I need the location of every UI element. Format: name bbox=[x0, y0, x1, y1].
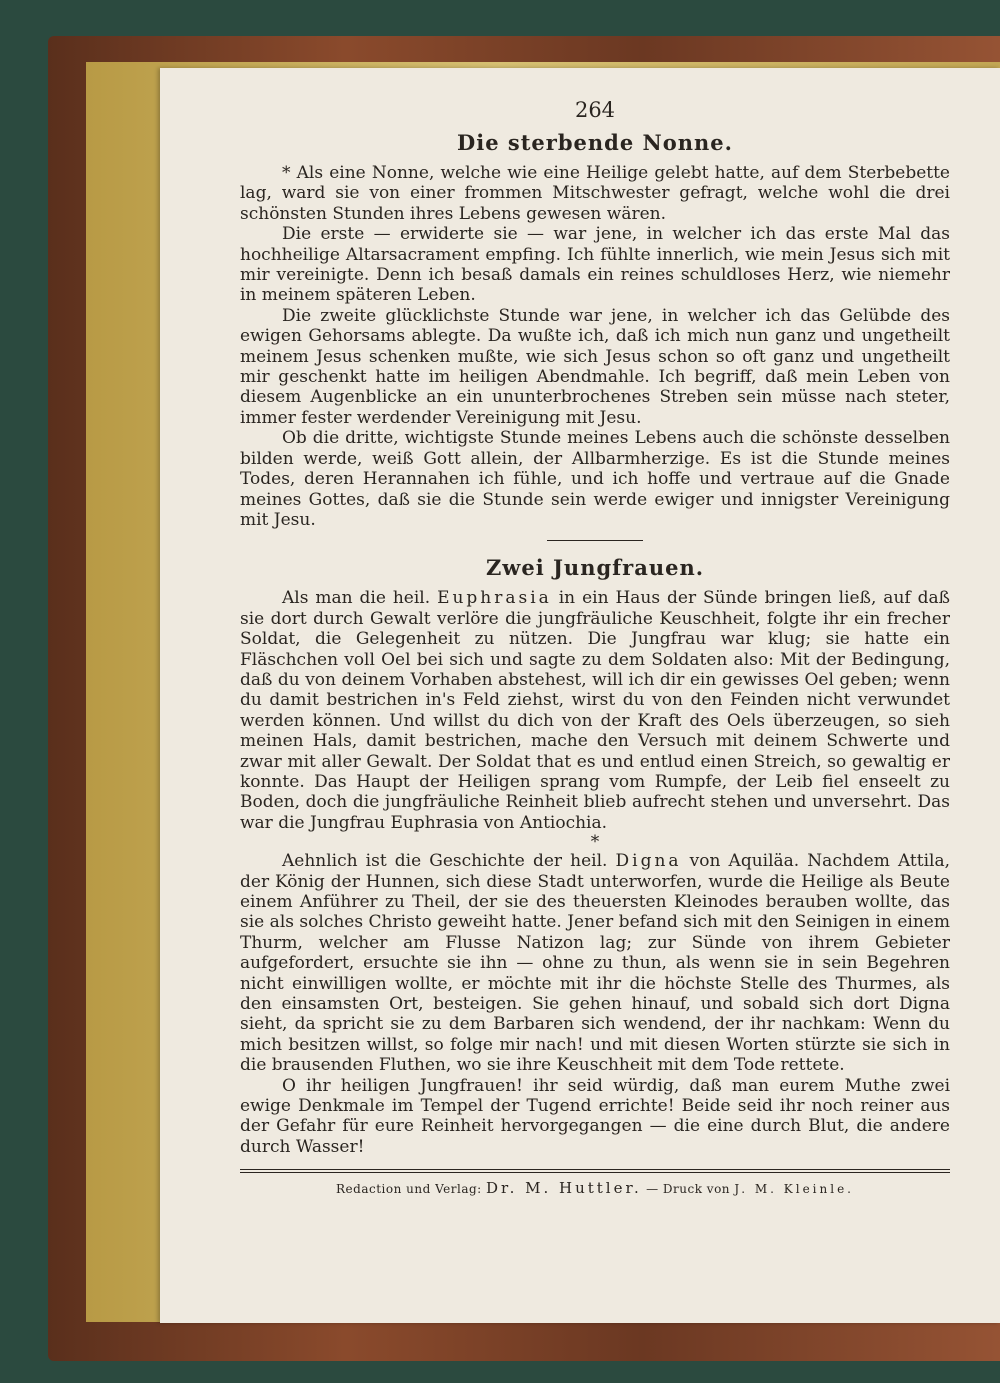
paragraph: Ob die dritte, wichtigste Stunde meines Lebens auch die schönste desselben bilden werde, weiß Gott allein, der Allbarmherzige. Es ist die Stunde meines Todes, deren Herannahen ich fühle, und ich hoffe und vertraue auf die Gnade meines Gottes, daß sie die Stunde sein werde ewiger und innigster Vereinigung mit Jesu. bbox=[240, 428, 950, 530]
book-page bbox=[160, 68, 1000, 1323]
paragraph-digna bbox=[240, 851, 950, 1075]
paragraph: * Als eine Nonne, welche wie eine Heilige gelebt hatte, auf dem Sterbebette lag, ward sie von einer frommen Mitschwester gefragt, welche wohl die drei schönsten Stunden ihres Lebens gewesen wären. bbox=[240, 163, 950, 224]
text: Als man die heil. bbox=[282, 588, 438, 609]
paragraph: Die erste — erwiderte sie — war jene, in welcher ich das erste Mal das hochheilige Altarsacrament empfing. Ich fühlte innerlich, wie mein Jesus sich mit mir vereinigte. Denn ich besaß damals ein reines schuldloses Herz, wie niemehr in meinem späteren Leben. bbox=[240, 224, 950, 306]
text: in ein Haus der Sünde bringen ließ, auf daß sie dort durch Gewalt verlöre die jungfräuliche Keuschheit, folgte ihr ein frecher Soldat, die Gelegenheit zu nützen. Die Jungfrau war klug; sie hatte ein Fläschchen voll Oel bei sich und sagte zu dem Soldaten also: Mit der Bedingung, daß du von deinem Vorhaben abstehest, will ich dir ein gewisses Oel geben; wenn du damit bestrichen in's Feld ziehst, wirst du von den Feinden nicht verwundet werden können. Und willst du dich von der Kraft des Oels überzeugen, so sieh meinen Hals, damit bestrichen, mache den Versuch mit deinem Schwerte und zwar mit aller Gewalt. Der Soldat that es und entlud einen Streich, so gewaltig er konnte. Das Haupt der Heiligen sprang vom Rumpfe, der Leib fiel enseelt zu Boden, doch die jungfräuliche Reinheit blieb aufrecht stehen und unversehrt. Das war die Jungfrau Euphrasia von Antiochia. bbox=[240, 588, 950, 833]
paragraph-euphrasia bbox=[240, 588, 950, 833]
paragraph-conclusion: O ihr heiligen Jungfrauen! ihr seid würdig, daß man eurem Muthe zwei ewige Denkmale im Tempel der Tugend errichte! Beide seid ihr noch reiner aus der Gefahr für eure Reinheit hervorgegangen — die eine durch Blut, die andere durch Wasser! bbox=[240, 1075, 950, 1157]
imprint-label: — Druck von bbox=[641, 1182, 735, 1197]
imprint-label: Redaction und Verlag: bbox=[336, 1182, 487, 1197]
footer-rule bbox=[240, 1169, 950, 1173]
printer-name: J. M. Kleinle. bbox=[734, 1182, 854, 1197]
imprint-footer bbox=[240, 1179, 950, 1197]
text: Aehnlich ist die Geschichte der heil. bbox=[282, 851, 616, 872]
section-title-two-virgins: Zwei Jungfrauen. bbox=[485, 555, 705, 581]
saint-name: Digna bbox=[615, 851, 682, 872]
section-divider bbox=[547, 540, 643, 541]
text: von Aquiläa. Nachdem Attila, der König der Hunnen, sich diese Stadt unterworfen, wurde die Heilige als Beute einem Anführer zu Theil, der sie des theuersten Kleinodes berauben wollte, das sie als solches Christo geweiht hatte. Jener befand sich mit den Seinigen in einem Thurm, welcher am Flusse Natizon lag; zur Sünde von ihrem Gebieter aufgefordert, ersuchte sie ihn — ohne zu thun, als wenn sie in sein Begehren nicht einwilligen wollte, er möchte mit ihr die höchste Stelle des Thurmes, als den einsamsten Ort, besteigen. Sie gehen hinauf, und sobald sich dort Digna sieht, da spricht sie zu dem Barbaren sich wendend, der ihr nachkam: Wenn du mich besitzen willst, so folge mir nach! und mit diesen Worten stürzte sie sich in die brausenden Fluthen, wo sie ihre Keuschheit mit dem Tode rettete. bbox=[240, 851, 951, 1076]
section-title-dying-nun: Die sterbende Nonne. bbox=[457, 130, 733, 155]
page-number: 264 bbox=[574, 98, 616, 122]
page-content bbox=[240, 98, 950, 1197]
asterisk-separator: * bbox=[590, 832, 600, 853]
editor-name: Dr. M. Huttler. bbox=[486, 1179, 642, 1198]
paragraph: Die zweite glücklichste Stunde war jene, in welcher ich das Gelübde des ewigen Gehorsams ablegte. Da wußte ich, daß ich mich nun ganz und ungetheilt meinem Jesus schenken mußte, wie sich Jesus schon so oft ganz und ungetheilt mir geschenkt hatte im heiligen Abendmahle. Ich begriff, daß mein Leben von diesem Augenblicke an ein ununterbrochenes Streben sein müsse nach steter, immer fester werdender Vereinigung mit Jesu. bbox=[240, 305, 950, 428]
saint-name: Euphrasia bbox=[437, 588, 552, 609]
